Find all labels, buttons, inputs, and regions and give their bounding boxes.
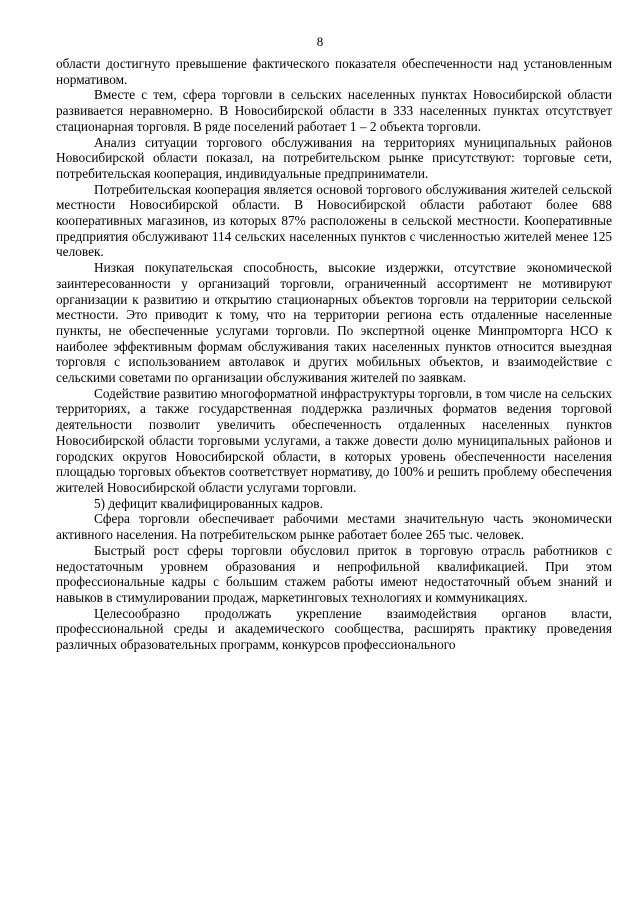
paragraph: Быстрый рост сферы торговли обусловил приток в торговую отрасль работников с недостаточным уровнем образования и непрофильной квалификацией. При этом профессиональные кадры с большим стажем работы имеют недостаточный объем знаний и навыков в стимулировании продаж, маркетинговых технологиях и коммуникациях.	[56, 542, 612, 605]
document-body	[56, 56, 612, 653]
paragraph: области достигнуто превышение фактического показателя обеспеченности над установленным нормативом.	[56, 56, 612, 87]
paragraph: Потребительская кооперация является основой торгового обслуживания жителей сельской местности Новосибирской области. В Новосибирской области работают более 688 кооперативных магазинов, из которых 87% расположены в сельской местности. Кооперативные предприятия обслуживают 114 сельских населенных пунктов с численностью жителей менее 125 человек.	[56, 181, 612, 260]
paragraph: Анализ ситуации торгового обслуживания на территориях муниципальных районов Новосибирской области показал, на потребительском рынке присутствуют: торговые сети, потребительская кооперация, индивидуальные предприниматели.	[56, 134, 612, 181]
paragraph: Вместе с тем, сфера торговли в сельских населенных пунктах Новосибирской области развивается неравномерно. В Новосибирской области в 333 населенных пунктах отсутствует стационарная торговля. В ряде поселений работает 1 – 2 объекта торговли.	[56, 87, 612, 134]
list-item: 5) дефицит квалифицированных кадров.	[94, 495, 323, 511]
paragraph: Содействие развитию многоформатной инфраструктуры торговли, в том числе на сельских территориях, а также государственная поддержка различных форматов ведения торговой деятельности позволит увеличить обеспеченность отдаленных населенных пунктов Новосибирской области торговыми услугами, а также довести долю муниципальных районов и городских округов Новосибирской области, в которых уровень обеспеченности населения площадью торговых объектов соответствует нормативу, до 100% и решить проблему обеспечения жителей Новосибирской области услугами торговли.	[56, 385, 612, 495]
paragraph: Низкая покупательская способность, высокие издержки, отсутствие экономической заинтересованности у организаций торговли, ограниченный ассортимент не мотивируют организации к развитию и открытию стационарных объектов торговли на территории сельской местности. Это приводит к тому, что на территории региона есть отдаленные населенные пункты, не обеспеченные услугами торговли. По экспертной оценке Минпромторга НСО к наиболее эффективным формам обслуживания таких населенных пунктов относится выездная торговля с использованием автолавок и других мобильных объектов, и взаимодействие с сельскими советами по организации обслуживания жителей по заявкам.	[56, 260, 612, 386]
paragraph: Сфера торговли обеспечивает рабочими местами значительную часть экономически активного населения. На потребительском рынке работает более 265 тыс. человек.	[56, 511, 612, 543]
paragraph: Целесообразно продолжать укрепление взаимодействия органов власти, профессиональной среды и академического сообщества, расширять практику проведения различных образовательных программ, конкурсов профессионального	[56, 605, 612, 653]
page-number: 8	[316, 34, 324, 49]
